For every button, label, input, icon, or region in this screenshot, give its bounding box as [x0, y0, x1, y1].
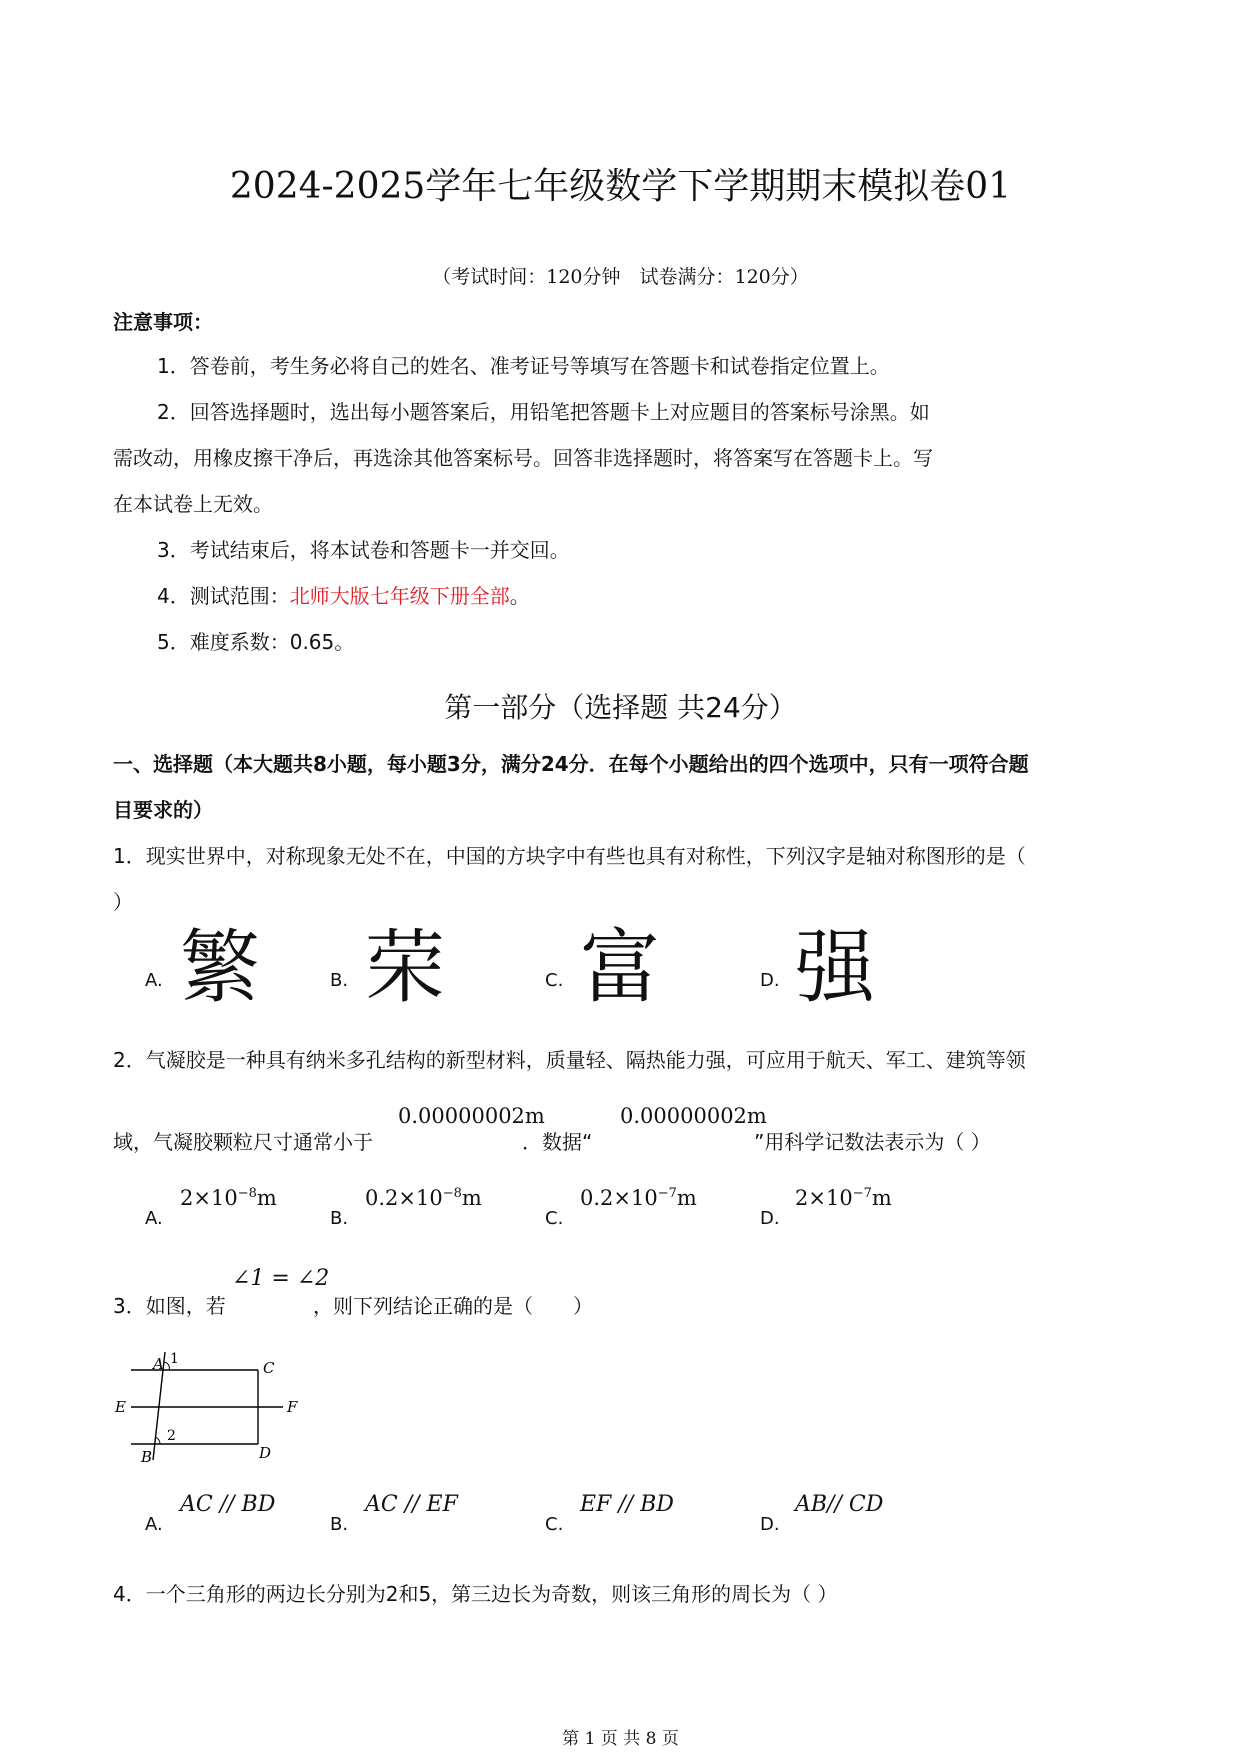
q2-option-b-letter: B.: [330, 1208, 349, 1229]
q2-option-d-base: 2×10: [795, 1186, 853, 1210]
q2-option-b-base: 0.2×10: [365, 1186, 443, 1210]
q1-option-b-letter: B.: [330, 970, 349, 991]
notice-item-2-line-2: 需改动，用橡皮擦干净后，再选涂其他答案标号。回答非选择题时，将答案写在答题卡上。写: [113, 446, 933, 470]
q2-option-a-unit: m: [256, 1186, 277, 1210]
q2-value-2: 0.00000002m: [620, 1104, 767, 1128]
q2-option-b-exp: −8: [442, 1186, 462, 1201]
q4-text: 4．一个三角形的两边长分别为2和5，第三边长为奇数，则该三角形的周长为（ ）: [113, 1582, 838, 1606]
q2-option-d[interactable]: [795, 1186, 892, 1210]
q1-option-d-char[interactable]: 强: [795, 921, 875, 1014]
q2-option-c-letter: C.: [545, 1208, 564, 1229]
q3-option-a[interactable]: AC // BD: [180, 1492, 276, 1517]
q2-option-a-letter: A.: [145, 1208, 163, 1229]
q2-option-b[interactable]: [365, 1186, 482, 1210]
q2-option-b-unit: m: [461, 1186, 482, 1210]
q2-option-a-exp: −8: [237, 1186, 257, 1201]
notice-item-5: 5．难度系数：0.65。: [157, 630, 355, 654]
q2-text-b: ．数据“: [522, 1130, 593, 1154]
q2-text-line-1: 2．气凝胶是一种具有纳米多孔结构的新型材料，质量轻、隔热能力强，可应用于航天、军工、建筑等领: [113, 1048, 1026, 1072]
exam-info: （考试时间：120分钟 试卷满分：120分）: [432, 266, 809, 288]
q3-option-d-letter: D.: [760, 1514, 780, 1535]
notice-heading: 注意事项：: [113, 310, 213, 334]
q2-option-c-unit: m: [676, 1186, 697, 1210]
q3-figure: [113, 1340, 313, 1480]
part1-heading-line-1: 一、选择题（本大题共8小题，每小题3分，满分24分．在每个小题给出的四个选项中，只有一项符合题: [113, 752, 1029, 776]
q3-option-b[interactable]: AC // EF: [365, 1492, 458, 1517]
q2-text-a: 域，气凝胶颗粒尺寸通常小于: [113, 1130, 373, 1154]
q2-option-a[interactable]: [180, 1186, 277, 1210]
notice-item-4-prefix: 4．测试范围：: [157, 584, 290, 608]
q2-text-c: ”用科学记数法表示为（ ）: [754, 1130, 991, 1154]
notice-item-4: [157, 580, 530, 609]
q3-figure-label-d: D: [259, 1444, 272, 1462]
q2-option-a-base: 2×10: [180, 1186, 238, 1210]
q1-option-c-char[interactable]: 富: [580, 921, 660, 1014]
q3-option-a-letter: A.: [145, 1514, 163, 1535]
q1-text-line-1: 1．现实世界中，对称现象无处不在，中国的方块字中有些也具有对称性，下列汉字是轴对称图形的是（: [113, 844, 1026, 868]
q2-option-c[interactable]: [580, 1186, 697, 1210]
q3-option-c[interactable]: EF // BD: [580, 1492, 674, 1517]
notice-item-1: 1．答卷前，考生务必将自己的姓名、准考证号等填写在答题卡和试卷指定位置上。: [157, 354, 890, 378]
q3-figure-label-1: 1: [170, 1351, 179, 1367]
test-range: 北师大版七年级下册全部: [289, 584, 510, 608]
q2-option-c-exp: −7: [657, 1186, 677, 1201]
notice-item-3: 3．考试结束后，将本试卷和答题卡一并交回。: [157, 538, 570, 562]
q1-option-a-letter: A.: [145, 970, 163, 991]
section-title: 第一部分（选择题 共24分）: [444, 691, 797, 724]
q3-figure-label-b: B: [141, 1448, 153, 1466]
page-title: 2024-2025学年七年级数学下学期期末模拟卷01: [229, 166, 1012, 207]
q2-option-d-unit: m: [871, 1186, 892, 1210]
q3-text-b: ，则下列结论正确的是（ ）: [313, 1294, 593, 1318]
q2-value-1: 0.00000002m: [398, 1104, 545, 1128]
q3-option-b-letter: B.: [330, 1514, 349, 1535]
page-footer: 第 1 页 共 8 页: [562, 1729, 679, 1749]
q2-option-c-base: 0.2×10: [580, 1186, 658, 1210]
q2-option-d-exp: −7: [852, 1186, 872, 1201]
notice-item-2-line-3: 在本试卷上无效。: [113, 492, 273, 516]
q3-figure-label-e: E: [115, 1398, 126, 1416]
q3-figure-label-f: F: [287, 1398, 298, 1416]
q1-option-b-char[interactable]: 荣: [365, 921, 445, 1014]
q3-option-d[interactable]: AB// CD: [795, 1492, 884, 1517]
q2-option-d-letter: D.: [760, 1208, 780, 1229]
q1-option-c-letter: C.: [545, 970, 564, 991]
notice-item-4-suffix: 。: [509, 584, 530, 608]
q1-option-d-letter: D.: [760, 970, 780, 991]
q3-figure-label-c: C: [263, 1359, 275, 1377]
notice-item-2-line-1: 2．回答选择题时，选出每小题答案后，用铅笔把答题卡上对应题目的答案标号涂黑。如: [157, 400, 930, 424]
q3-figure-label-2: 2: [167, 1428, 176, 1444]
q3-text-a: 3．如图，若: [113, 1294, 226, 1318]
part1-heading-line-2: 目要求的）: [113, 798, 213, 822]
q1-text-line-2: ）: [113, 890, 133, 914]
q3-option-c-letter: C.: [545, 1514, 564, 1535]
q3-figure-label-a: A: [153, 1355, 164, 1373]
q1-option-a-char[interactable]: 繁: [180, 921, 260, 1014]
q3-condition: ∠1 = ∠2: [232, 1266, 330, 1291]
